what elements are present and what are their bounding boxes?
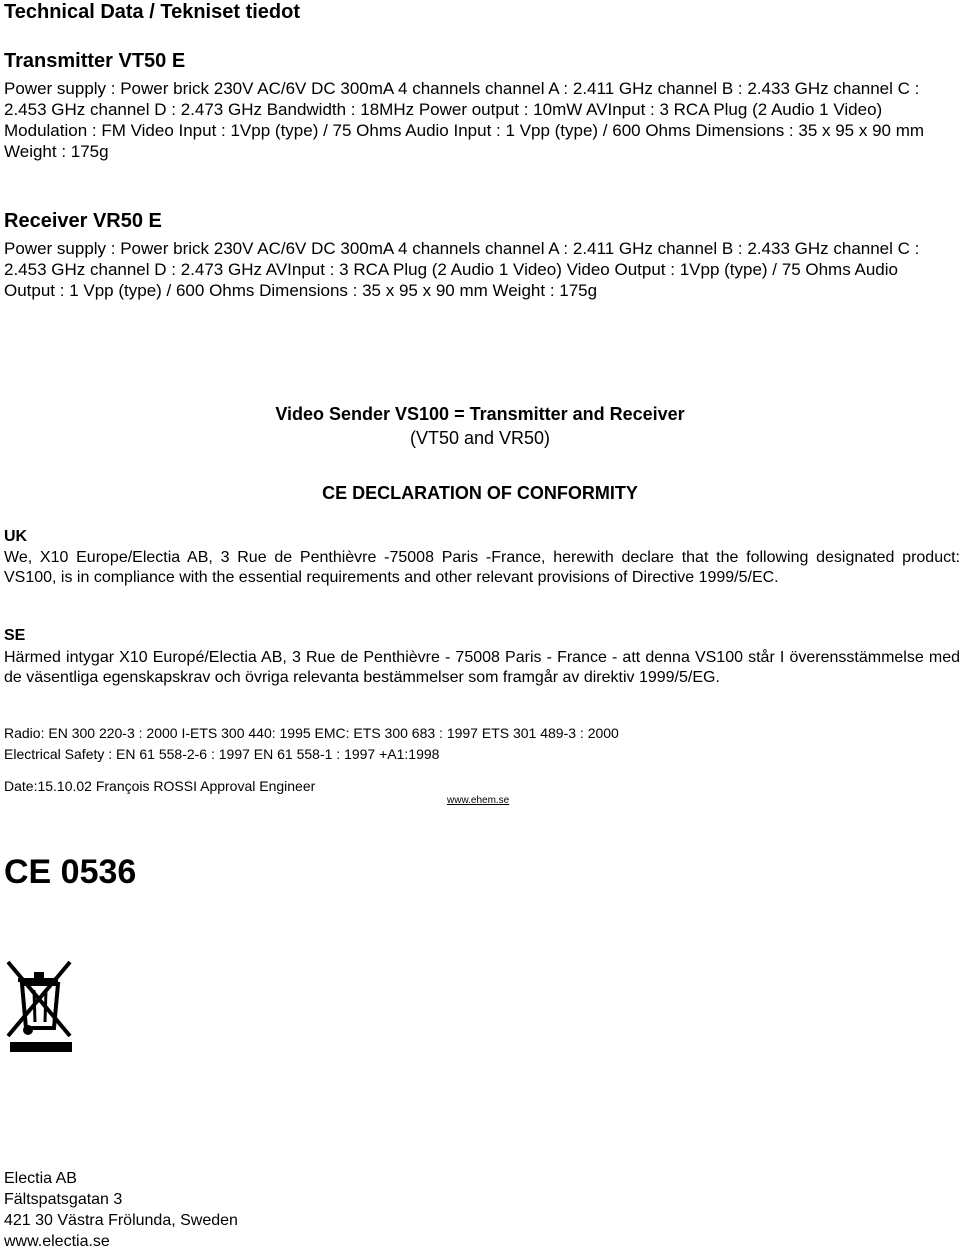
ce-declaration-title: CE DECLARATION OF CONFORMITY [322,483,638,503]
product-title: Video Sender VS100 = Transmitter and Receiver [275,404,685,424]
page-title: Technical Data / Tekniset tiedot [4,1,300,23]
company-city: 421 30 Västra Frölunda, Sweden [4,1212,238,1229]
transmitter-specs: Power supply : Power brick 230V AC/6V DC 300mA 4 channels channel A : 2.411 GHz channel B : 2.433 GHz channel C : 2.453 GHz channel D : 2.473 GHz Bandwidth : 18MHz Power output : 10mW AVInput : 3 RCA Plug (2 Audio 1 Video) Modulation : FM Video Input : 1Vpp (type) / 75 Ohms Audio Input : 1 Vpp (type) / 600 Ohms Dimensions : 35 x 95 x 90 mm Weight : 175g [4,79,925,161]
uk-declaration-text: We, X10 Europe/Electia AB, 3 Rue de Penthièvre -75008 Paris -France, herewith declare that the following designated product: VS100, is in compliance with the essential requirements and other relevant provisions of Directive 1999/5/EC. [4,549,960,586]
company-website[interactable]: www.electia.se [4,1233,110,1250]
approval-date: Date:15.10.02 François ROSSI Approval Engineer [4,778,316,794]
uk-label: UK [4,528,28,545]
se-label: SE [4,627,26,644]
product-subtitle: (VT50 and VR50) [409,428,551,448]
electrical-safety-standards: Electrical Safety : EN 61 558-2-6 : 1997 EN 61 558-1 : 1997 +A1:1998 [4,746,440,762]
company-address [4,1168,238,1252]
weee-crossed-bin-icon [4,958,76,1054]
transmitter-heading: Transmitter VT50 E [4,50,186,72]
company-street: Fältspatsgatan 3 [4,1191,123,1208]
receiver-heading: Receiver VR50 E [4,210,162,232]
website-link[interactable]: www.ehem.se [447,795,510,806]
company-name: Electia AB [4,1170,77,1187]
receiver-specs: Power supply : Power brick 230V AC/6V DC 300mA 4 channels channel A : 2.411 GHz channel B : 2.433 GHz channel C : 2.453 GHz channel D : 2.473 GHz AVInput : 3 RCA Plug (2 Audio 1 Video) Video Output : 1Vpp (type) / 75 Ohms Audio Output : 1 Vpp (type) / 600 Ohms Dimensions : 35 x 95 x 90 mm Weight : 175g [4,239,920,300]
ce-mark-number: CE 0536 [4,853,137,891]
radio-standards: Radio: EN 300 220-3 : 2000 I-ETS 300 440: 1995 EMC: ETS 300 683 : 1997 ETS 301 489-3 : 2000 [4,725,619,741]
se-declaration-text: Härmed intygar X10 Europé/Electia AB, 3 Rue de Penthièvre - 75008 Paris - France - att denna VS100 står I överensstämmelse med de väsentliga egenskapskrav och övriga relevanta bestämmelser som framgår av direktiv 1999/5/EG. [4,649,960,686]
